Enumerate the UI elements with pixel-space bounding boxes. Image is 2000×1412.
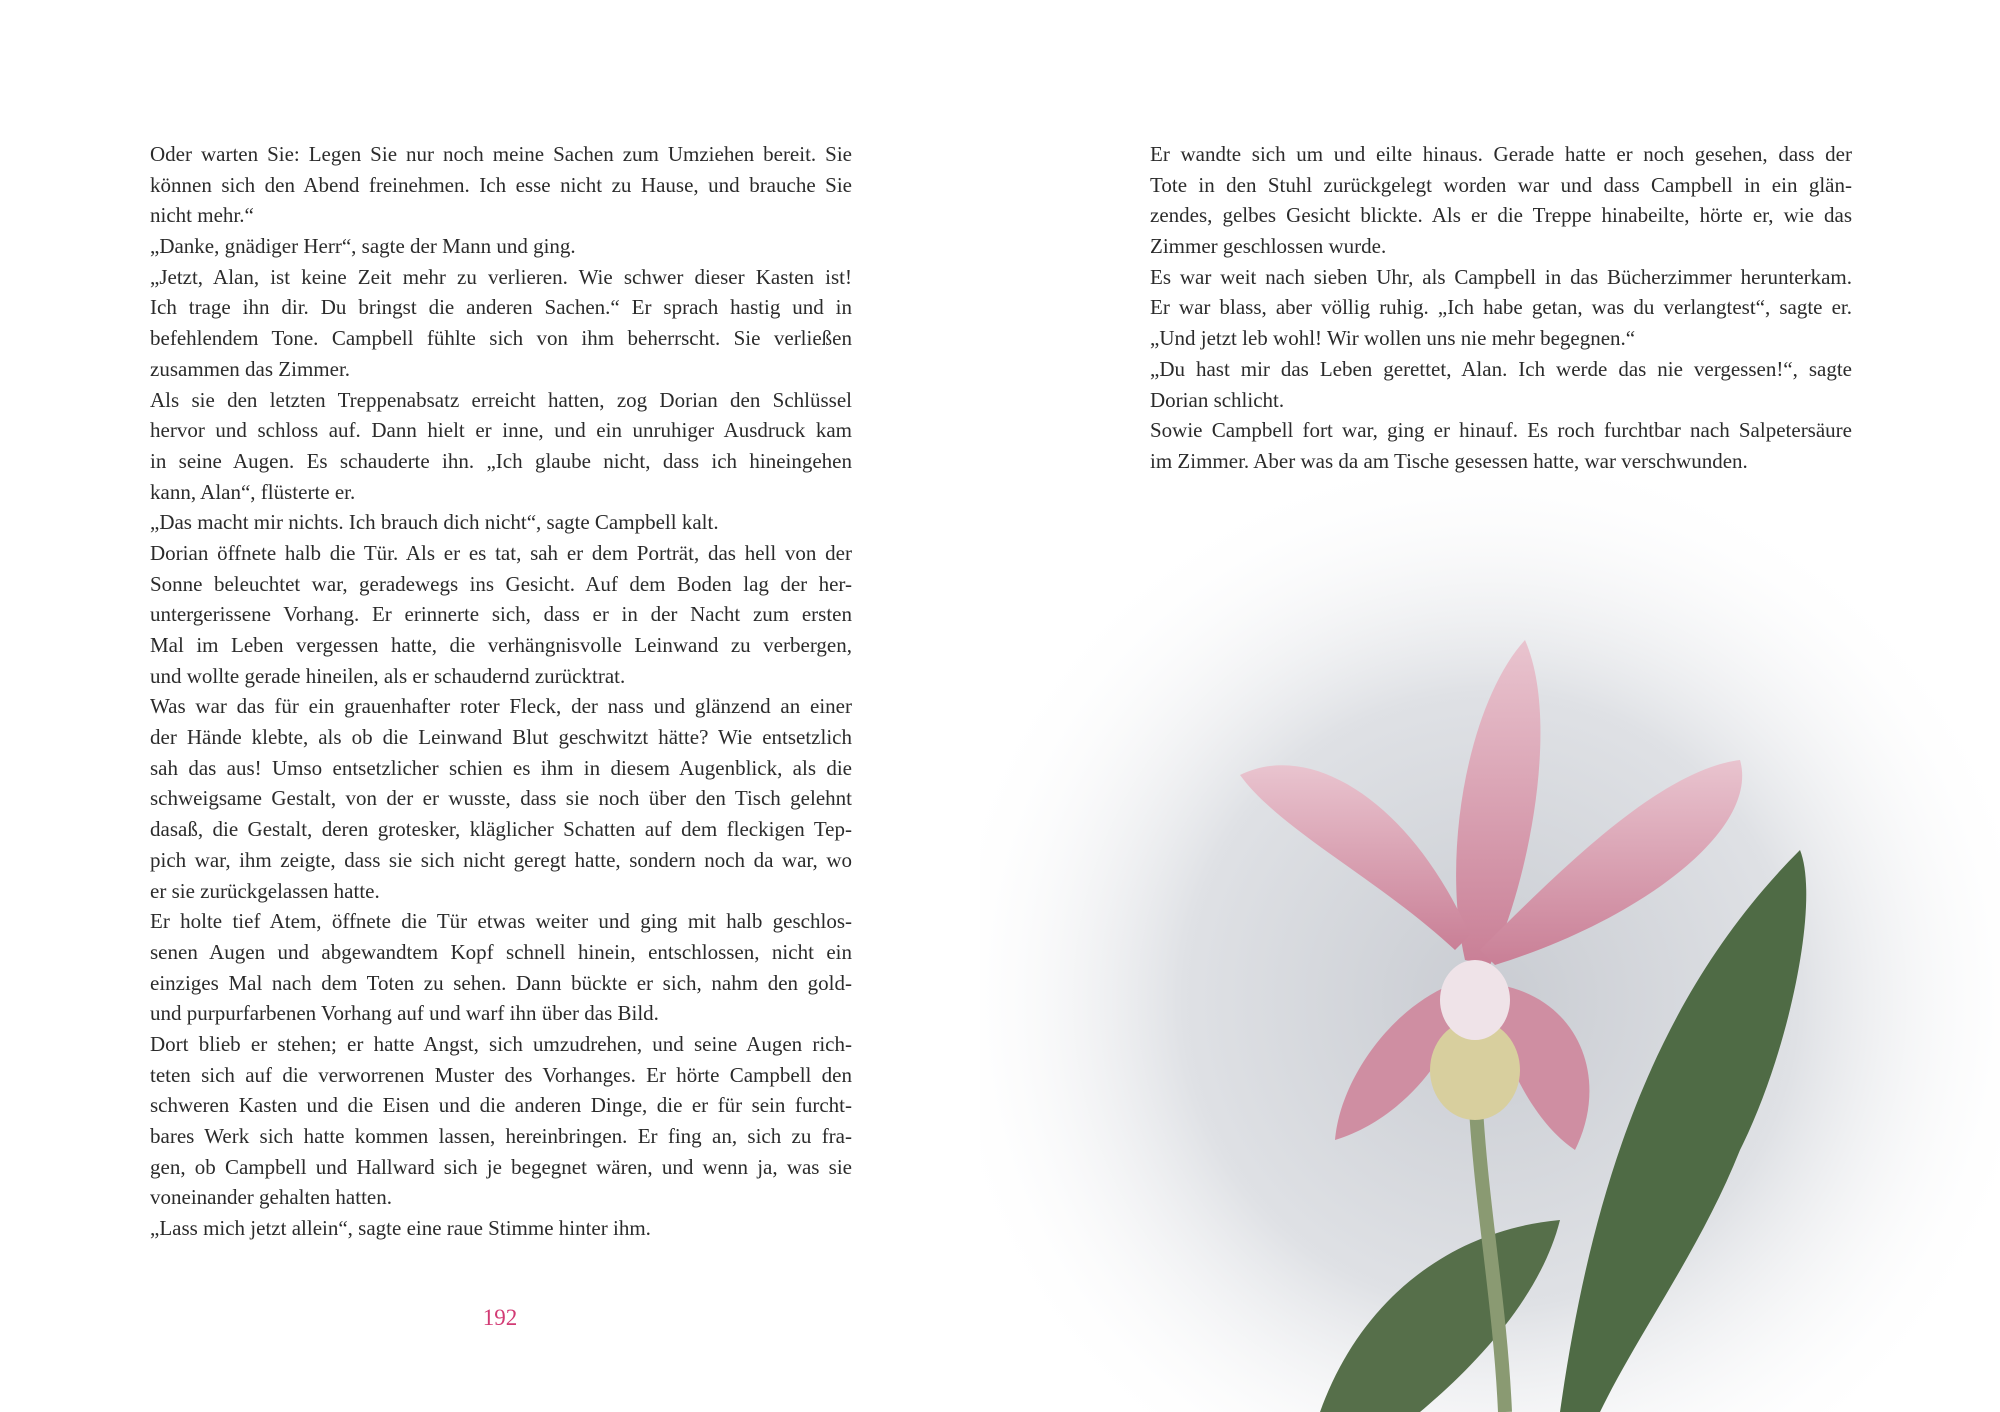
orchid-illustration [980,480,2000,1412]
paragraph [150,385,852,508]
paragraph [150,262,852,385]
paragraph [1150,139,1852,262]
text-line: einziges Mal nach dem Toten zu sehen. Dann bückte er sich, nahm den gold- [150,970,852,995]
paragraph [1150,354,1852,415]
flower-column [1440,960,1510,1040]
paragraph [1150,415,1852,476]
text-line: der Hände klebte, als ob die Leinwand Blut geschwitzt hätte? Wie entsetzlich [150,725,852,750]
paragraph [150,906,852,1029]
text-line: im Zimmer. Aber was da am Tische gesessen hatte, war verschwunden. [1150,448,1748,473]
text-line: „Lass mich jetzt allein“, sagte eine raue Stimme hinter ihm. [150,1216,651,1241]
text-line: Er wandte sich um und eilte hinaus. Gerade hatte er noch gesehen, dass der [1150,142,1852,166]
text-line: Ich trage ihn dir. Du bringst die anderen Sachen.“ Er sprach hastig und in [150,295,852,320]
text-line: „Das macht mir nichts. Ich brauch dich nicht“, sagte Campbell kalt. [150,510,719,535]
text-line: können sich den Abend freinehmen. Ich esse nicht zu Hause, und brauche Sie [150,172,852,197]
paragraph [150,1029,852,1213]
text-line: zusammen das Zimmer. [150,356,351,381]
text-line: Was war das für ein grauenhafter roter Fleck, der nass und glänzend an einer [150,694,852,719]
text-line: Dorian öffnete halb die Tür. Als er es tat, sah er dem Porträt, das hell von der [150,540,852,565]
text-line: „Du hast mir das Leben gerettet, Alan. Ich werde das nie vergessen!“, sagte [1150,356,1852,381]
text-line: er sie zurückgelassen hatte. [150,878,380,903]
text-line: kann, Alan“, flüsterte er. [150,479,356,504]
paragraph [150,231,852,262]
text-line: schweren Kasten und die Eisen und die anderen Dinge, die er für sein furcht- [150,1093,852,1118]
page-number: 192 [482,1305,518,1330]
text-line: Tote in den Stuhl zurückgelegt worden war und dass Campbell in ein glän- [1150,172,1852,197]
paragraph [150,1213,852,1244]
paragraph [150,139,852,231]
text-line: schweigsame Gestalt, von der er wusste, dass sie noch über den Tisch gelehnt [150,786,852,811]
text-line: senen Augen und abgewandtem Kopf schnell hinein, entschlossen, nicht ein [150,939,852,964]
text-line: voneinander gehalten hatten. [150,1185,392,1210]
text-line: Dorian schlicht. [1150,387,1285,412]
text-line: Er holte tief Atem, öffnete die Tür etwas weiter und ging mit halb geschlos- [150,909,852,934]
text-line: „Jetzt, Alan, ist keine Zeit mehr zu verlieren. Wie schwer dieser Kasten ist! [150,264,852,289]
text-line: Es war weit nach sieben Uhr, als Campbell in das Bücherzimmer herunterkam. [1150,264,1852,289]
text-line: Dort blieb er stehen; er hatte Angst, sich umzudrehen, und seine Augen rich- [150,1031,852,1056]
text-line: teten sich auf die verworrenen Muster des Vorhanges. Er hörte Campbell den [150,1062,852,1087]
text-line: bares Werk sich hatte kommen lassen, hereinbringen. Er fing an, sich zu fra- [150,1124,852,1148]
text-line: befehlendem Tone. Campbell fühlte sich von ihm beherrscht. Sie verließen [150,326,852,351]
text-line: pich war, ihm zeigte, dass sie sich nicht geregt hatte, sondern noch da war, wo [150,847,852,872]
text-line: Sowie Campbell fort war, ging er hinauf. Es roch furchtbar nach Salpetersäure [1150,418,1852,443]
text-line: Als sie den letzten Treppenabsatz erreicht hatten, zog Dorian den Schlüssel [150,387,852,412]
text-line: „Und jetzt leb wohl! Wir wollen uns nie mehr begegnen.“ [1150,326,1636,351]
right-page-text [1150,139,1852,477]
paragraph [150,538,852,691]
text-line: gen, ob Campbell und Hallward sich je begegnet wären, und wenn ja, was sie [150,1154,852,1179]
text-line: dasaß, die Gestalt, deren grotesker, kläglicher Schatten auf dem fleckigen Tep- [150,817,852,842]
text-line: sah das aus! Umso entsetzlicher schien es ihm in diesem Augenblick, als die [150,755,852,780]
text-line: „Danke, gnädiger Herr“, sagte der Mann und ging. [150,234,576,259]
paragraph [150,691,852,906]
text-line: und purpurfarbenen Vorhang auf und warf ihn über das Bild. [150,1001,659,1026]
text-line: untergerissene Vorhang. Er erinnerte sich, dass er in der Nacht zum ersten [150,602,852,627]
text-line: Mal im Leben vergessen hatte, die verhängnisvolle Leinwand zu verbergen, [150,633,852,657]
paragraph [1150,262,1852,354]
text-line: Zimmer geschlossen wurde. [1150,234,1387,259]
text-line: Oder warten Sie: Legen Sie nur noch meine Sachen zum Umziehen bereit. Sie [150,142,852,166]
text-line: zendes, gelbes Gesicht blickte. Als er die Treppe hinabeilte, hörte er, wie das [1150,203,1852,228]
left-page-text [150,139,852,1244]
text-line: nicht mehr.“ [150,203,254,228]
text-line: Sonne beleuchtet war, geradewegs ins Gesicht. Auf dem Boden lag der her- [150,571,852,596]
text-line: in seine Augen. Es schauderte ihn. „Ich glaube nicht, dass ich hineingehen [150,448,852,473]
paragraph [150,507,852,538]
text-line: Er war blass, aber völlig ruhig. „Ich habe getan, was du verlangtest“, sagte er. [1150,295,1852,320]
text-line: hervor und schloss auf. Dann hielt er inne, und ein unruhiger Ausdruck kam [150,418,852,443]
text-line: und wollte gerade hineilen, als er schaudernd zurücktrat. [150,663,626,688]
